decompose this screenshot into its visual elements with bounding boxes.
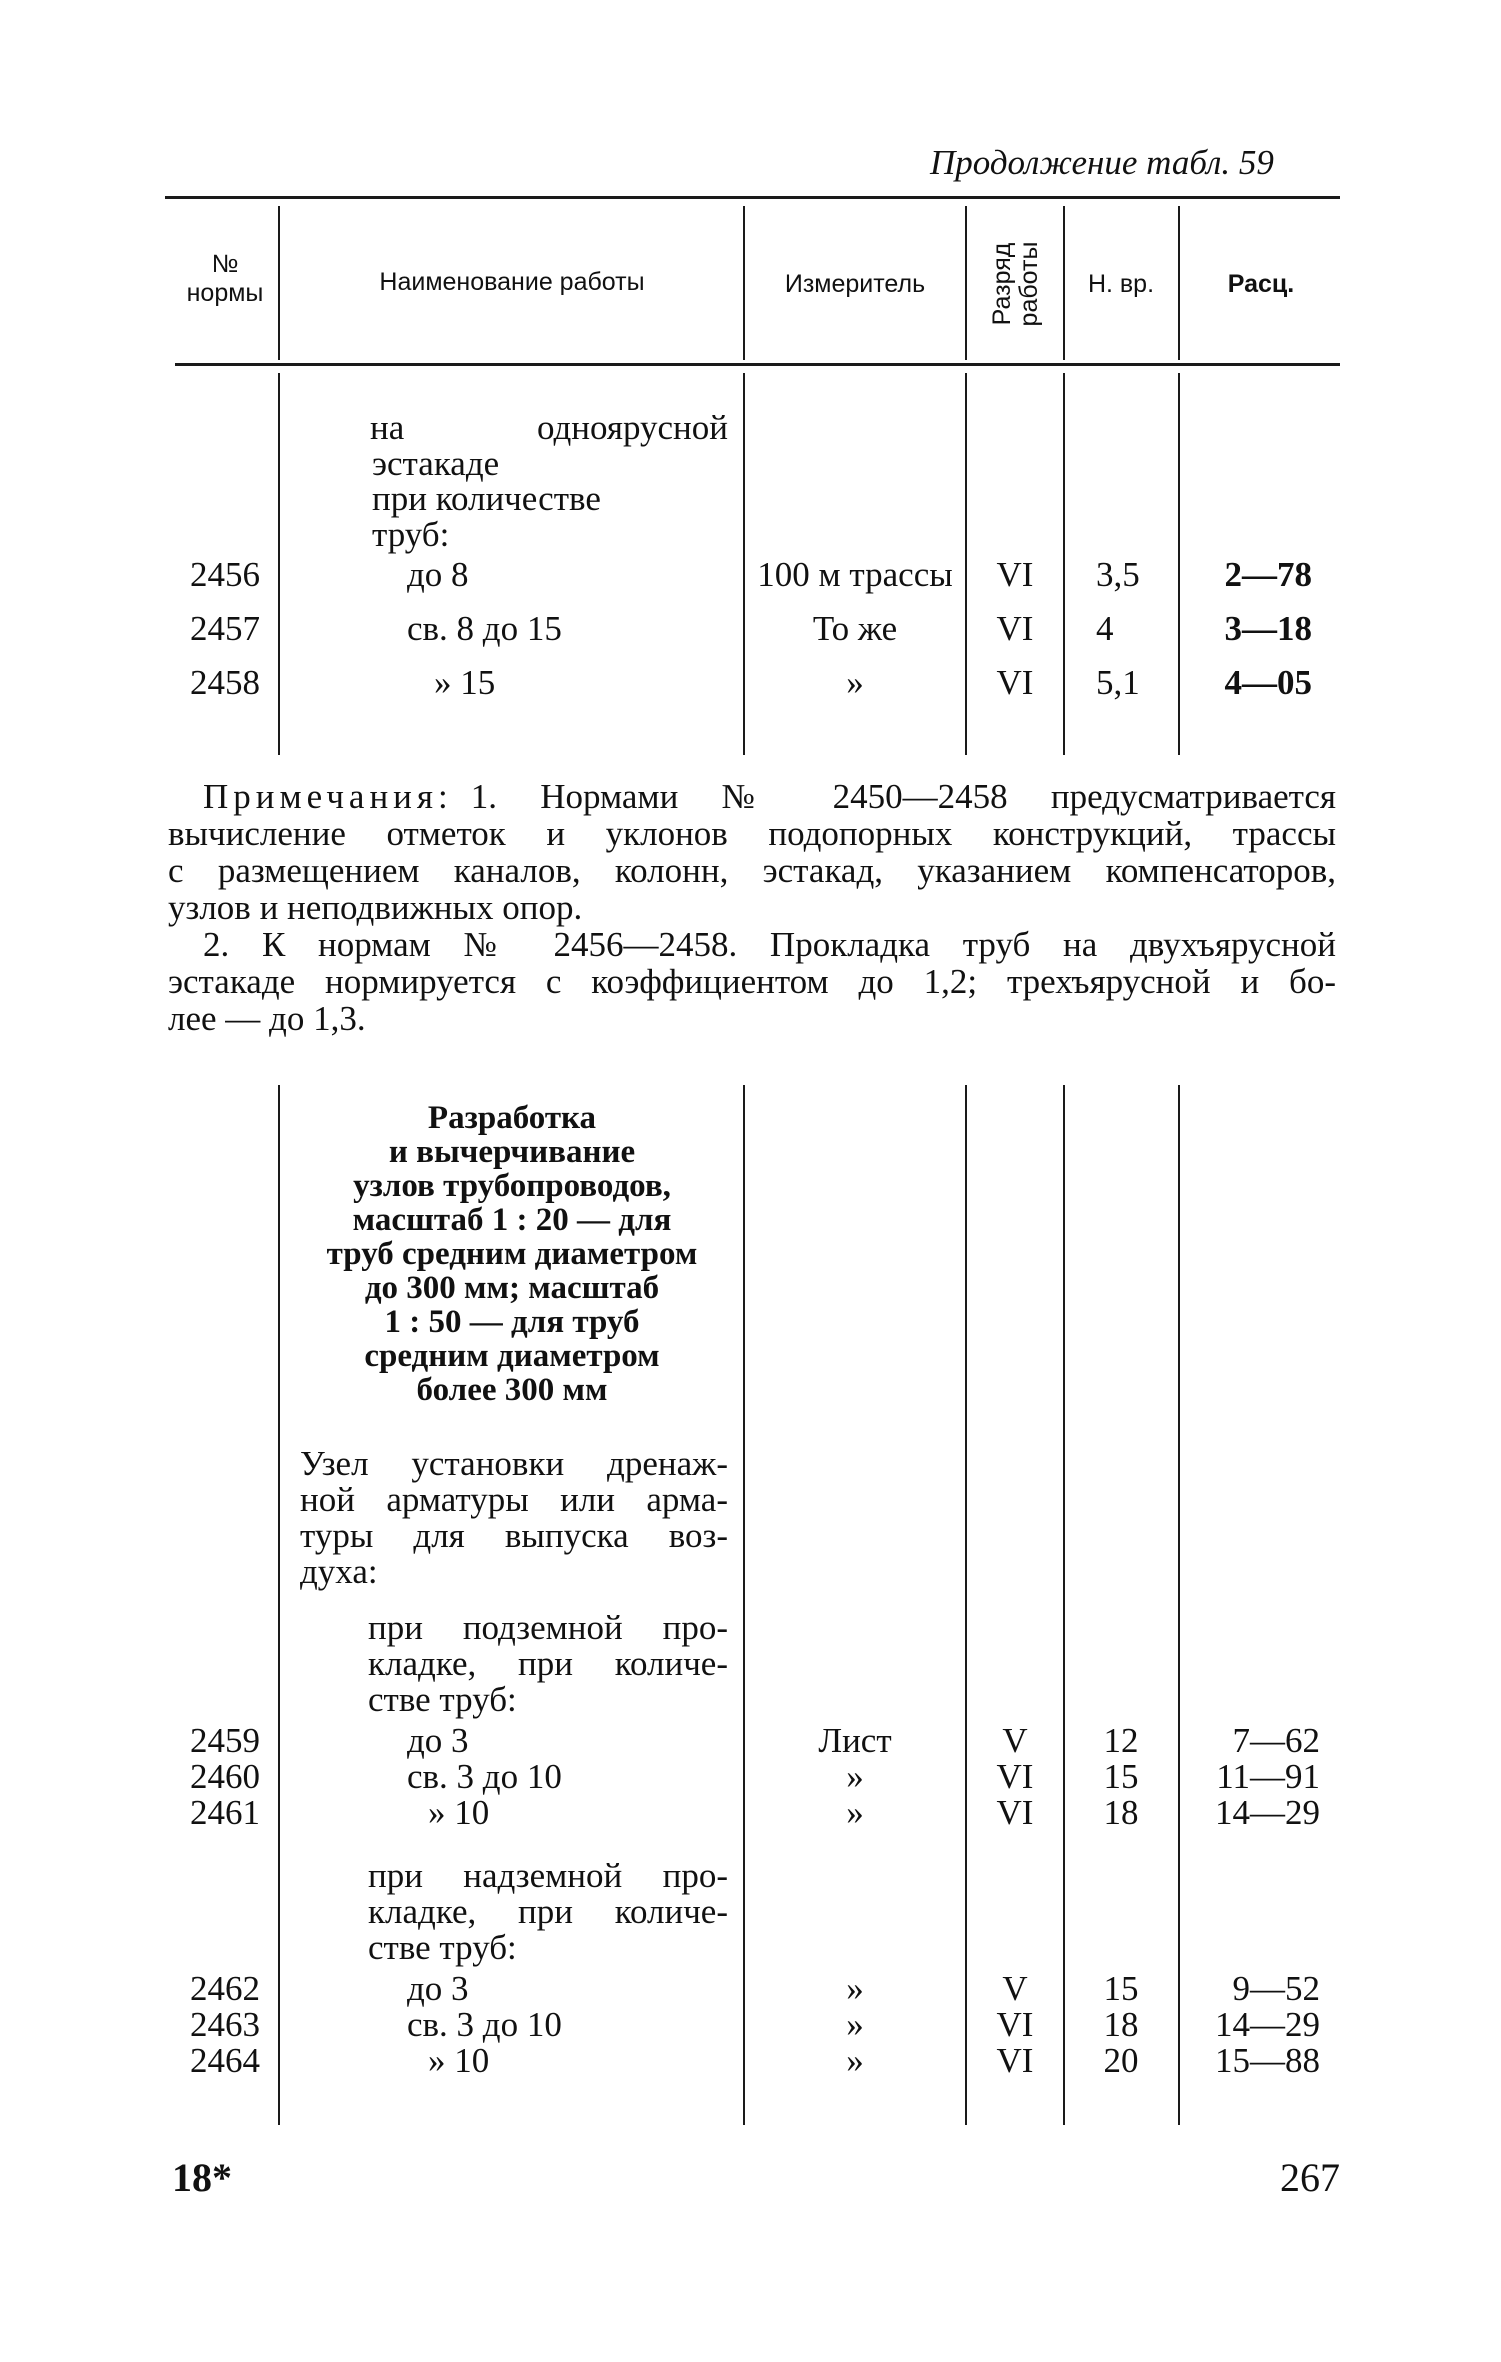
rate: 15—88 [1215,2041,1320,2080]
notes-prefix: Примечания: [203,777,453,816]
subtitle-line: ной арматуры или арма- [300,1480,728,1519]
time-norm: 12 [1103,1721,1139,1760]
grade: VI [996,1757,1034,1796]
header-divider [743,206,745,360]
work-name: » 10 [428,2041,490,2080]
unit: » [846,2005,864,2044]
header-grade [970,210,1062,358]
unit: » [846,1793,864,1832]
header-rate: Расц. [1227,270,1295,298]
norm-number: 2457 [190,609,260,648]
header-grade-line: работы [1015,241,1043,327]
section-title-line: более 300 мм [416,1372,608,1408]
norm-number: 2461 [190,1793,260,1832]
section-title-line: и вычерчивание [388,1134,636,1170]
note-line: 2. К нормам № 2456—2458. Прокладка труб на двухъярусной [203,925,1336,964]
norm-number: 2458 [190,663,260,702]
subtitle-line: Узел установки дренаж- [300,1444,728,1483]
section-title-line: масштаб 1 : 20 — для [352,1202,672,1238]
group-title-line: при надземной про- [368,1856,728,1895]
header-divider [278,206,280,360]
time-norm: 20 [1103,2041,1139,2080]
note-line: вычисление отметок и уклонов подопорных конструкций, трассы [168,814,1336,853]
rate: 3—18 [1224,609,1312,648]
intro-line: труб: [372,515,450,554]
rate: 11—91 [1216,1757,1320,1796]
rate: 9—52 [1232,1969,1320,2008]
note-text: 1. Нормами № 2450—2458 предусматривается [470,777,1336,816]
header-norm-no-line: нормы [186,279,264,307]
body-divider [1178,1085,1180,2125]
group-title-line: кладке, при количе- [368,1644,728,1683]
unit: » [846,1757,864,1796]
body-divider [965,1085,967,2125]
unit: То же [812,609,898,648]
time-norm: 5,1 [1096,663,1140,702]
grade: VI [996,1793,1034,1832]
section-title-line: до 300 мм; масштаб [364,1270,660,1306]
work-name: до 8 [407,555,469,594]
header-norm-no-line: № [211,250,239,278]
time-norm: 15 [1103,1757,1139,1796]
unit: » [846,663,864,702]
header-work-name: Наименование работы [379,268,645,296]
group-title-line: при подземной про- [368,1608,728,1647]
work-name: св. 8 до 15 [407,609,562,648]
header-time: Н. вр. [1087,270,1155,298]
body-divider [1178,373,1180,755]
unit: » [846,1969,864,2008]
grade: VI [996,555,1034,594]
time-norm: 18 [1103,1793,1139,1832]
norm-number: 2459 [190,1721,260,1760]
unit: » [846,2041,864,2080]
grade: V [1002,1721,1028,1760]
rate: 14—29 [1215,1793,1320,1832]
work-name: » 15 [434,663,496,702]
norm-number: 2464 [190,2041,260,2080]
note-line: с размещением каналов, колонн, эстакад, указанием компенсаторов, [168,851,1336,890]
page-number: 267 [1280,2155,1340,2200]
rate: 14—29 [1215,2005,1320,2044]
norm-number: 2456 [190,555,260,594]
grade: VI [996,609,1034,648]
body-divider [278,373,280,755]
grade: V [1002,1969,1028,2008]
work-name: » 10 [428,1793,490,1832]
section-title-line: средним диаметром [364,1338,660,1374]
group-title-line: стве труб: [368,1928,517,1967]
header-grade-line: Разряд [988,242,1016,326]
body-divider [278,1085,280,2125]
section-title-line: Разработка [427,1100,597,1136]
continuation-caption: Продолжение табл. 59 [930,143,1274,182]
header-divider [1063,206,1065,360]
grade: VI [996,2005,1034,2044]
unit: 100 м трассы [757,555,953,594]
section-title-line: труб средним диаметром [326,1236,698,1272]
note-line: эстакаде нормируется с коэффициентом до 1,2; трехъярусной и бо- [168,962,1336,1001]
body-divider [1063,373,1065,755]
intro-line: эстакаде [372,444,500,483]
signature-mark: 18* [172,2155,232,2200]
header-bottom-rule [175,363,1340,366]
body-divider [743,373,745,755]
work-name: до 3 [407,1721,469,1760]
header-divider [965,206,967,360]
intro-line: на одноярусной [370,408,728,447]
group-title-line: стве труб: [368,1680,517,1719]
header-grade-rotated [989,242,1043,327]
time-norm: 4 [1096,609,1114,648]
work-name: св. 3 до 10 [407,2005,562,2044]
norm-number: 2462 [190,1969,260,2008]
grade: VI [996,2041,1034,2080]
rate: 7—62 [1232,1721,1320,1760]
subtitle-line: туры для выпуска воз- [300,1516,728,1555]
group-title-line: кладке, при количе- [368,1892,728,1931]
body-divider [743,1085,745,2125]
rate: 4—05 [1224,663,1312,702]
header-unit: Измеритель [784,270,926,298]
note-line: лее — до 1,3. [168,999,366,1038]
time-norm: 18 [1103,2005,1139,2044]
section-title-line: узлов трубопроводов, [353,1168,671,1204]
note-line: узлов и неподвижных опор. [168,888,583,927]
rate: 2—78 [1224,555,1312,594]
time-norm: 15 [1103,1969,1139,2008]
header-divider [1178,206,1180,360]
time-norm: 3,5 [1096,555,1140,594]
body-divider [965,373,967,755]
unit: Лист [818,1721,892,1760]
subtitle-line: духа: [300,1552,378,1591]
norm-number: 2463 [190,2005,260,2044]
work-name: до 3 [407,1969,469,2008]
intro-line: при количестве [372,479,601,518]
grade: VI [996,663,1034,702]
norm-number: 2460 [190,1757,260,1796]
work-name: св. 3 до 10 [407,1757,562,1796]
table-top-rule [165,196,1340,199]
section-title-line: 1 : 50 — для труб [384,1304,640,1340]
body-divider [1063,1085,1065,2125]
note-line [203,778,1336,815]
